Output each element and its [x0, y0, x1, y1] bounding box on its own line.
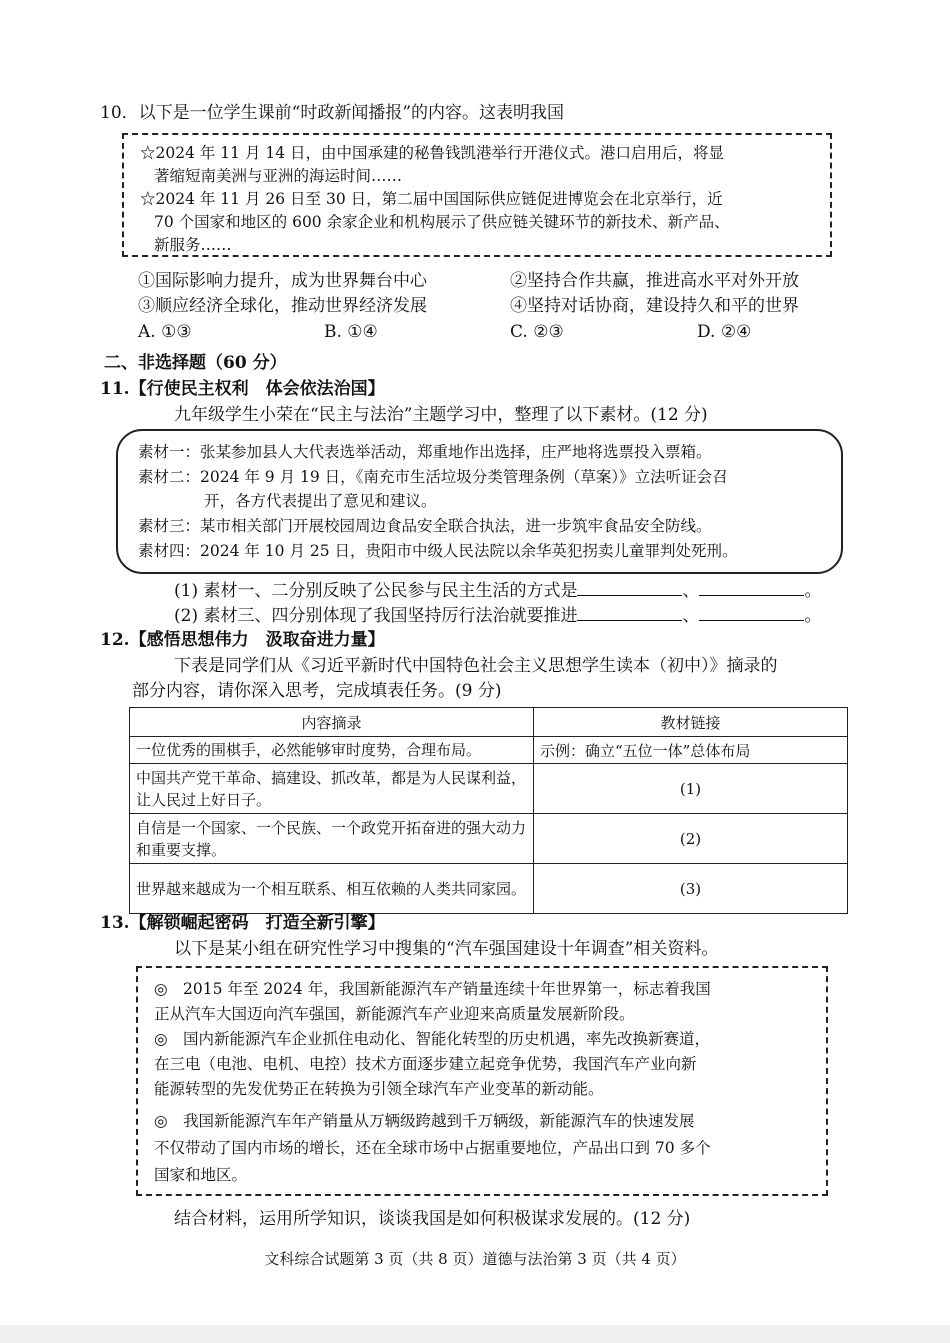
q13-line: ◎ 我国新能源汽车年产销量从万辆级跨越到千万辆级，新能源汽车的快速发展 — [154, 1112, 695, 1130]
q13-line: 不仅带动了国内市场的增长，还在全球市场中占据重要地位，产品出口到 70 多个 — [154, 1139, 711, 1157]
q10-choice-d: D. ②④ — [697, 322, 752, 342]
table-cell: 中国共产党干革命、搞建设、抓改革，都是为人民谋利益，让人民过上好日子。 — [130, 764, 534, 814]
answer-blank[interactable] — [577, 579, 682, 596]
table-cell: 自信是一个国家、一个民族、一个政党开拓奋进的强大动力和重要支撑。 — [130, 814, 534, 864]
q10-stem: 10．以下是一位学生课前“时政新闻播报”的内容。这表明我国 — [100, 103, 565, 123]
q13-line: 在三电（电池、电机、电控）技术方面逐步建立起竞争优势，我国汽车产业向新 — [154, 1055, 697, 1073]
q13-line: ◎ 国内新能源汽车企业抓住电动化、智能化转型的历史机遇，率先改换新赛道， — [154, 1030, 711, 1048]
answer-cell[interactable]: (3) — [534, 864, 848, 914]
q10-choice-b: B. ①④ — [324, 322, 378, 342]
q10-option-3: ③顺应经济全球化，推动世界经济发展 — [138, 296, 427, 316]
table-row — [130, 814, 848, 864]
q11-sub2: (2) 素材三、四分别体现了我国坚持厉行法治就要推进 、 。 — [174, 606, 822, 626]
table-row — [130, 737, 848, 764]
answer-blank[interactable] — [699, 604, 804, 621]
q11-material: 素材三：某市相关部门开展校园周边食品安全联合执法，进一步筑牢食品安全防线。 — [138, 517, 712, 535]
answer-cell[interactable]: (2) — [534, 814, 848, 864]
scan-edge — [0, 1325, 950, 1343]
q11-title: 11.【行使民主权利 体会依法治国】 — [100, 379, 385, 399]
table-cell: 一位优秀的围棋手，必然能够审时度势，合理布局。 — [130, 737, 534, 764]
q10-news-line: ☆2024 年 11 月 14 日，由中国承建的秘鲁钱凯港举行开港仪式。港口启用后，将显 — [140, 144, 725, 162]
q13-line: 能源转型的先发优势正在转换为引领全球汽车产业变革的新动能。 — [154, 1080, 604, 1098]
q10-option-1: ①国际影响力提升，成为世界舞台中心 — [138, 271, 427, 291]
q12-intro: 下表是同学们从《习近平新时代中国特色社会主义思想学生读本（初中）》摘录的 — [174, 656, 778, 676]
q10-option-2: ②坚持合作共赢，推进高水平对外开放 — [510, 271, 799, 291]
q11-intro: 九年级学生小荣在“民主与法治”主题学习中，整理了以下素材。(12 分) — [174, 405, 708, 425]
q11-material: 素材二：2024 年 9 月 19 日，《南充市生活垃圾分类管理条例（草案）》立法听证会召 — [138, 468, 728, 486]
q10-option-4: ④坚持对话协商，建设持久和平的世界 — [510, 296, 799, 316]
q12-table — [129, 707, 848, 914]
table-row — [130, 764, 848, 814]
q13-line: 正从汽车大国迈向汽车强国，新能源汽车产业迎来高质量发展新阶段。 — [154, 1005, 635, 1023]
q10-news-line: 著缩短南美洲与亚洲的海运时间…… — [154, 167, 403, 185]
table-cell: 示例：确立“五位一体”总体布局 — [534, 737, 848, 764]
q13-intro: 以下是某小组在研究性学习中搜集的“汽车强国建设十年调查”相关资料。 — [174, 939, 719, 959]
answer-blank[interactable] — [577, 604, 682, 621]
table-row — [130, 864, 848, 914]
q11-material: 开，各方代表提出了意见和建议。 — [204, 492, 437, 510]
q10-choice-a: A. ①③ — [138, 322, 192, 342]
answer-blank[interactable] — [699, 579, 804, 596]
q12-intro: 部分内容，请你深入思考，完成填表任务。(9 分) — [132, 681, 502, 701]
q11-sub1: (1) 素材一、二分别反映了公民参与民主生活的方式是 、 。 — [174, 581, 822, 601]
q13-title: 13.【解锁崛起密码 打造全新引擎】 — [100, 913, 385, 933]
q11-material: 素材一：张某参加县人大代表选举活动，郑重地作出选择，庄严地将选票投入票箱。 — [138, 443, 712, 461]
q13-line: 国家和地区。 — [154, 1166, 248, 1184]
table-header: 内容摘录 — [130, 708, 534, 737]
q13-line: ◎ 2015 年至 2024 年，我国新能源汽车产销量连续十年世界第一，标志着我国 — [154, 980, 711, 998]
table-cell: 世界越来越成为一个相互联系、相互依赖的人类共同家园。 — [130, 864, 534, 914]
answer-cell[interactable]: (1) — [534, 764, 848, 814]
table-header: 教材链接 — [534, 708, 848, 737]
q11-material: 素材四：2024 年 10 月 25 日，贵阳市中级人民法院以余华英犯拐卖儿童罪判处死刑。 — [138, 542, 738, 560]
q10-news-line: ☆2024 年 11 月 26 日至 30 日，第二届中国国际供应链促进博览会在北京举行，近 — [140, 190, 723, 208]
q10-news-line: 70 个国家和地区的 600 余家企业和机构展示了供应链关键环节的新技术、新产品、 — [154, 213, 730, 231]
q10-news-line: 新服务…… — [154, 236, 232, 254]
q13-task: 结合材料，运用所学知识，谈谈我国是如何积极谋求发展的。(12 分) — [174, 1209, 691, 1229]
q10-choice-c: C. ②③ — [510, 322, 564, 342]
q12-title: 12.【感悟思想伟力 汲取奋进力量】 — [100, 630, 385, 650]
section-heading: 二、非选择题（60 分） — [104, 353, 287, 373]
page-footer: 文科综合试题第 3 页（共 8 页）道德与法治第 3 页（共 4 页） — [264, 1250, 686, 1268]
